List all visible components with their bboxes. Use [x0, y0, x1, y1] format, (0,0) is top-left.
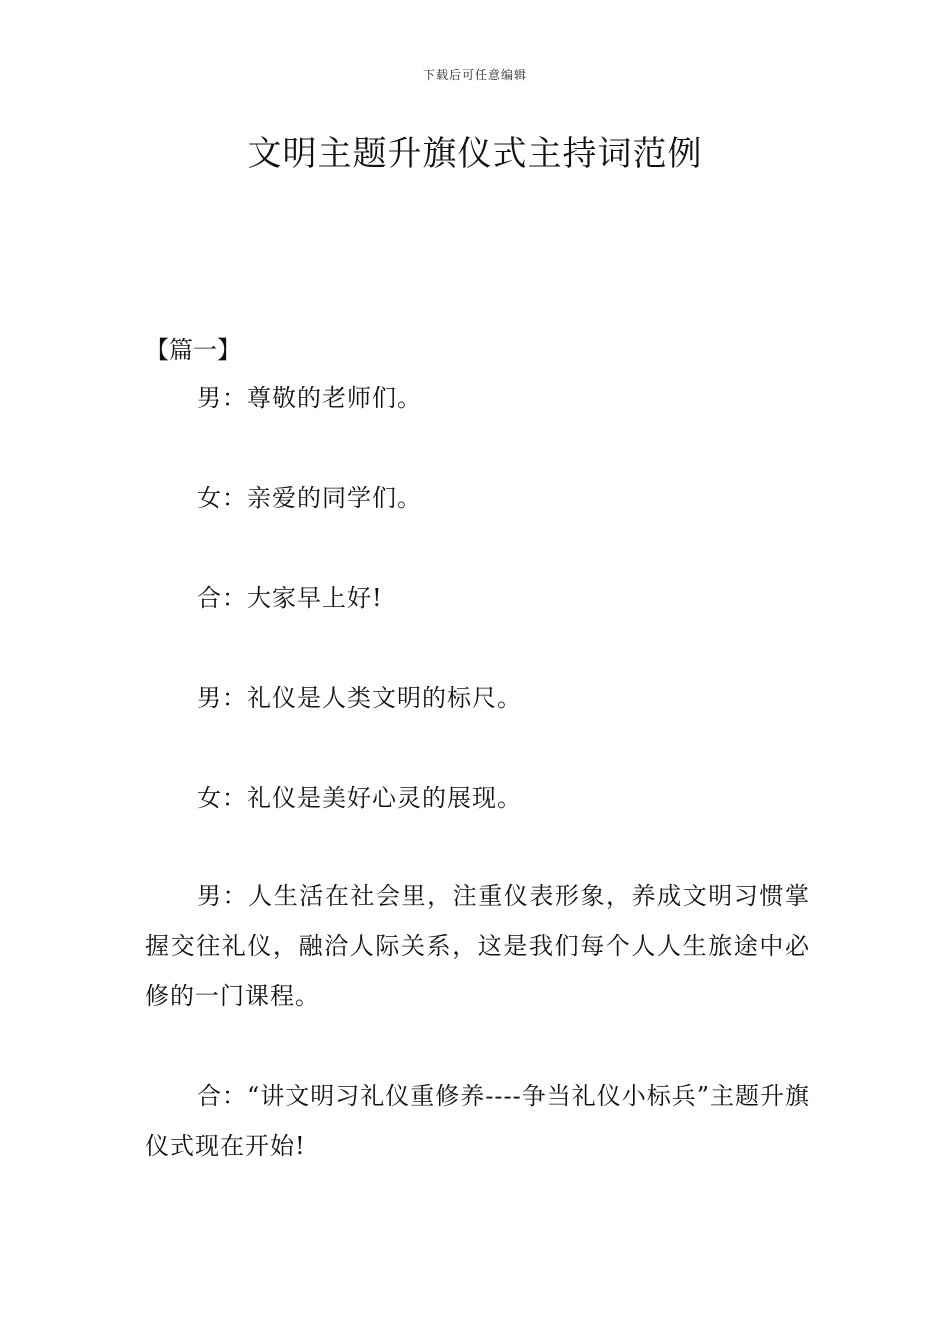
paragraph-6: 男：人生活在社会里，注重仪表形象，养成文明习惯掌握交往礼仪，融洽人际关系，这是我们每个人人生旅途中必修的一门课程。	[145, 882, 810, 1010]
section-label: 【篇一】	[145, 336, 241, 364]
paragraph-1: 男：尊敬的老师们。	[197, 384, 422, 412]
paragraph-3: 合：大家早上好!	[197, 584, 383, 612]
paragraph-7: 合：“讲文明习礼仪重修养----争当礼仪小标兵”主题升旗仪式现在开始!	[145, 1082, 810, 1160]
page-header-note: 下载后可任意编辑	[422, 68, 527, 82]
paragraph-5: 女：礼仪是美好心灵的展现。	[197, 784, 522, 812]
paragraph-2: 女：亲爱的同学们。	[197, 484, 422, 512]
paragraph-4: 男：礼仪是人类文明的标尺。	[197, 684, 522, 712]
document-title: 文明主题升旗仪式主持词范例	[247, 134, 703, 174]
